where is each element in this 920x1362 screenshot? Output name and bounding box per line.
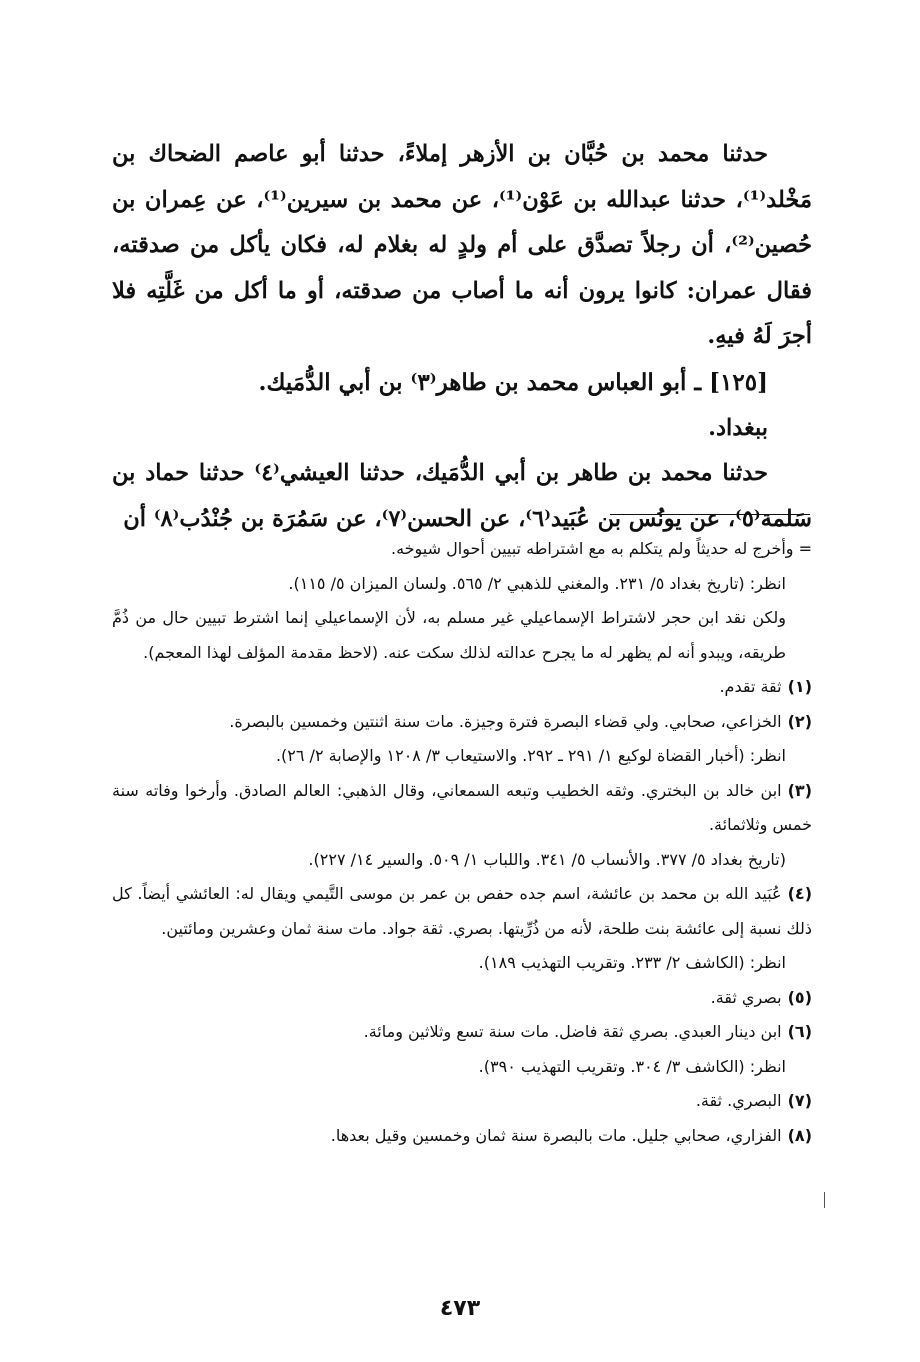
footnote-8 — [112, 1119, 812, 1154]
footnote-6 — [112, 1015, 812, 1050]
page-number: ٤٧٣ — [439, 1296, 481, 1321]
footnote-number: (٥) — [787, 987, 812, 1007]
hadith-paragraph-2: حدثنا محمد بن طاهر بن أبي الدُّمَيك، حدثنا العيشي⁽٤⁾ حدثنا حماد بن سَلمة⁽٥⁾، عن يونُس بن عُبَيد⁽٦⁾، عن الحسن⁽٧⁾، عن سَمُرَة بن جُنْدُب⁽٨⁾ أن — [112, 460, 812, 532]
footnote-separator — [610, 514, 810, 515]
footnote-6-ref: انظر: (الكاشف ٣/ ٣٠٤. وتقريب التهذيب ٣٩٠). — [478, 1056, 786, 1076]
entry-heading: [١٢٥] ـ أبو العباس محمد بن طاهر⁽٣⁾ بن أبي الدُّمَيك. — [258, 368, 768, 396]
footnote-3-ref: (تاريخ بغداد ٥/ ٣٧٧. والأنساب ٥/ ٣٤١. واللباب ١/ ٥٠٩. والسير ١٤/ ٢٢٧). — [308, 849, 786, 869]
margin-mark — [824, 1192, 825, 1208]
footnote-number: (١) — [787, 677, 812, 696]
footnote-carry-ref: انظر: (تاريخ بغداد ٥/ ٢٣١. والمغني للذهبي ٢/ ٥٦٥. ولسان الميزان ٥/ ١١٥). — [288, 573, 786, 593]
footnote-2-ref: انظر: (أخبار القضاة لوكيع ١/ ٢٩١ ـ ٢٩٢. والاستيعاب ٣/ ١٢٠٨ والإصابة ٢/ ٢٦). — [275, 746, 786, 765]
footnote-carry-remark: ولكن نقد ابن حجر لاشتراط الإسماعيلي غير مسلم به، لأن الإسماعيلي إنما اشترط تبيين حال من ذُمَّ طريقه، ويبدو أنه لم يظهر له ما يجرح عدالته لذلك سكت عنه. (لاحظ مقدمة المؤلف لهذا المعجم). — [112, 608, 786, 662]
footnote-number: (٢) — [787, 711, 812, 731]
footnote-4-ref: انظر: (الكاشف ٢/ ٢٣٣. وتقريب التهذيب ١٨٩). — [478, 953, 786, 972]
footnote-number: (٦) — [787, 1022, 812, 1041]
footnote-7 — [112, 1084, 812, 1119]
hadith-paragraph-1: حدثنا محمد بن حُبَّان بن الأزهر إملاءً، حدثنا أبو عاصم الضحاك بن مَخْلد⁽¹⁾، حدثنا عبدالله بن عَوْن⁽¹⁾، عن محمد بن سيرين⁽¹⁾، عن عِمران بن حُصين⁽²⁾، أن رجلاً تصدَّق على أم ولدٍ له بغلام له، فكان يأكل من صدقته، فقال عمران: كانوا يرون أنه ما أصاب من صدقته، أو ما أكل من غَلَّتِه فلا أجرَ لَهُ فيهِ. — [112, 141, 812, 349]
footnote-4 — [112, 877, 812, 946]
footnote-2 — [112, 705, 812, 740]
entry-place: ببغداد. — [708, 414, 768, 441]
footnote-3 — [112, 774, 812, 843]
footnote-number: (٣) — [787, 780, 812, 800]
footnote-text: البصري. ثقة. — [695, 1091, 782, 1110]
footnote-text: ابن دينار العبدي. بصري ثقة فاضل. مات سنة تسع وثلاثين ومائة. — [363, 1022, 782, 1041]
footnote-text: عُبَيد الله بن محمد بن عائشة، اسم جده حفص بن عمر بن موسى التَّيمي ويقال له: العائشي أيضاً. كل ذلك نسبة إلى عائشة بنت طلحة، لأنه من ذُرِّيتها. بصري. ثقة جواد. مات سنة ثمان وعشرين ومائتين. — [112, 884, 812, 938]
footnote-carry-over: = وأخرج له حديثاً ولم يتكلم به مع اشتراطه تبيين أحوال شيوخه. — [390, 539, 812, 558]
footnote-number: (٤) — [787, 884, 812, 903]
footnote-number: (٨) — [787, 1125, 812, 1145]
footnote-text: ابن خالد بن البختري. وثقه الخطيب وتبعه السمعاني، وقال الذهبي: العالم الصادق. وأرخوا وفاته سنة خمس وثلاثمائة. — [112, 780, 812, 834]
footnote-text: الخزاعي، صحابي. ولي قضاء البصرة فترة وجيزة. مات سنة اثنتين وخمسين بالبصرة. — [229, 711, 782, 731]
footnote-text: الفزاري، صحابي جليل. مات بالبصرة سنة ثمان وخمسين وقيل بعدها. — [330, 1125, 782, 1145]
footnote-text: بصري ثقة. — [710, 987, 782, 1007]
footnote-5 — [112, 981, 812, 1016]
footnotes — [112, 532, 812, 1153]
footnote-1 — [112, 670, 812, 705]
footnote-number: (٧) — [787, 1091, 812, 1110]
footnote-text: ثقة تقدم. — [719, 677, 782, 696]
main-text — [112, 132, 812, 542]
